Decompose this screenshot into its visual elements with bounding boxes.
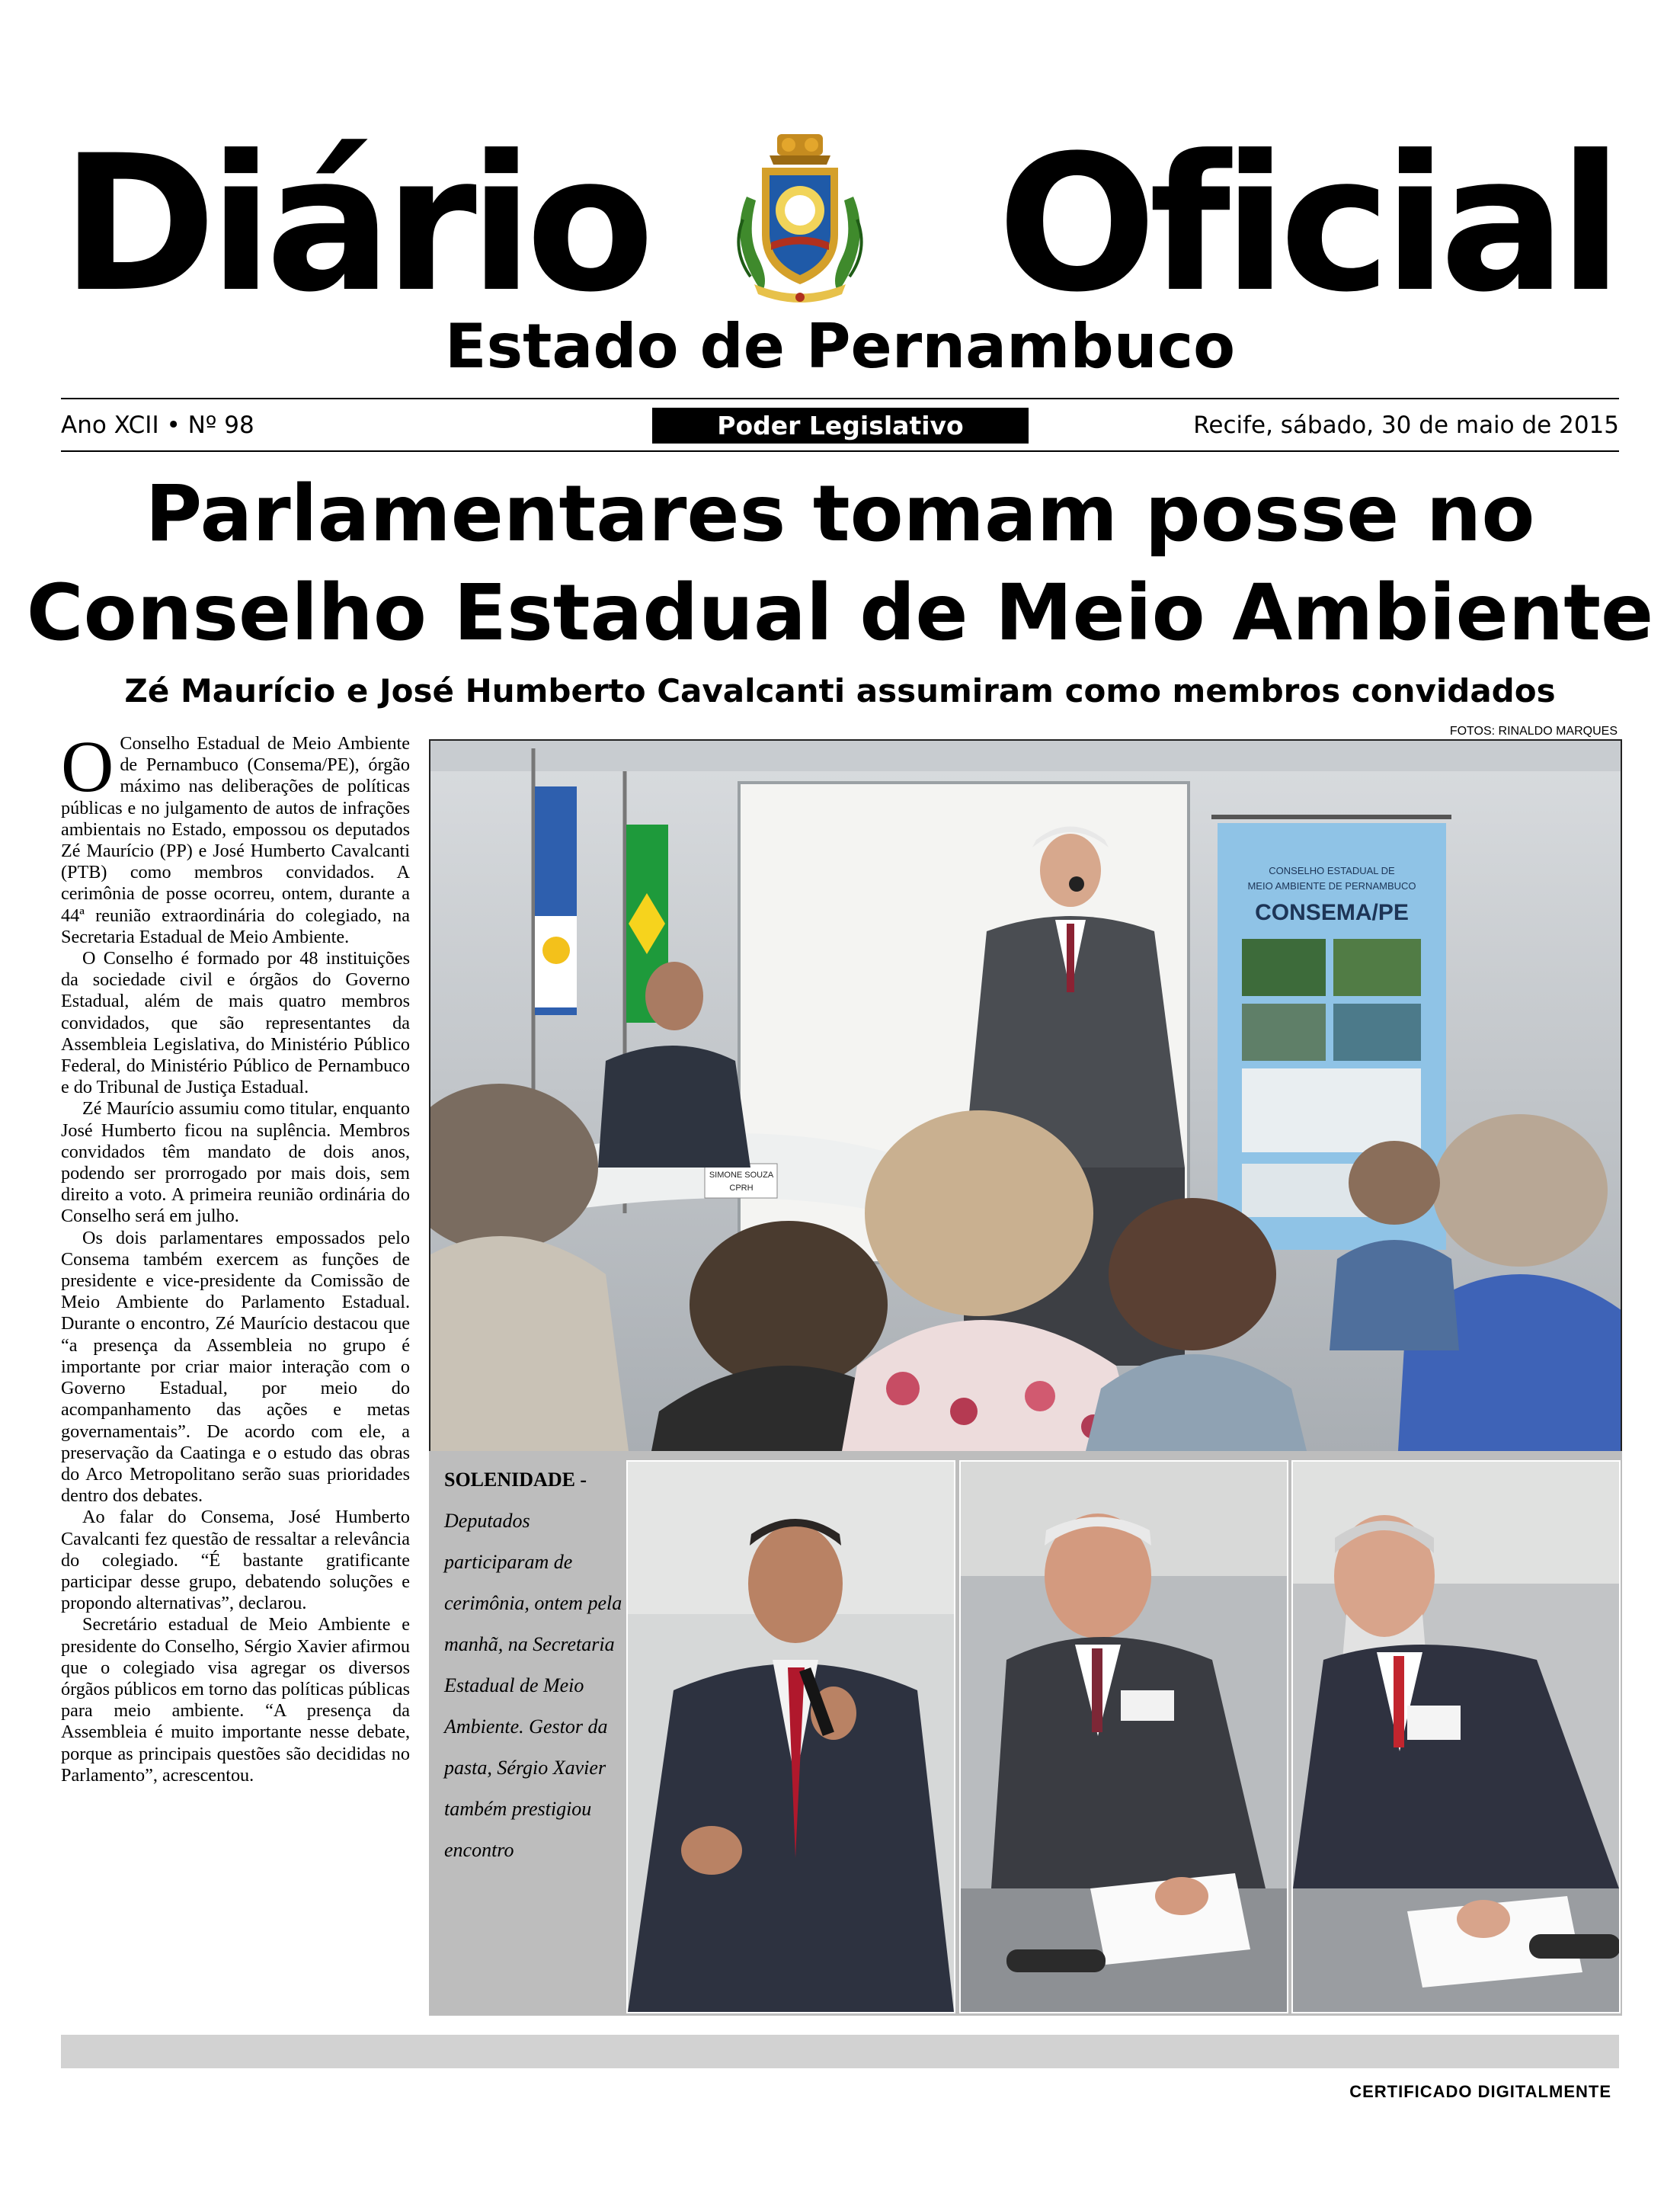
svg-text:CPRH: CPRH <box>729 1184 754 1193</box>
article-paragraph: O Conselho é formado por 48 instituições da sociedade civil e órgãos do Governo Estadual, além de mais quatro membros convidados, que são representantes da Assembleia Legislativa, do Ministério Público Federal, do Ministério Público de Pernambuco e do Tribunal de Justiça Estadual. <box>61 948 410 1098</box>
article-paragraph: Zé Maurício assumiu como titular, enquanto José Humberto ficou na suplência. Membros convidados têm mandato de dois anos, podendo ser prorrogado por mais dois, sem direito a voto. A primeira reunião ordinária do Conselho será em julho. <box>61 1098 410 1227</box>
caption-text: Deputados participaram de cerimônia, ontem pela manhã, na Secretaria Estadual de Meio Ambiente. Gestor da pasta, Sérgio Xavier também prestigiou encontro <box>444 1510 622 1861</box>
article-paragraph: Secretário estadual de Meio Ambiente e presidente do Conselho, Sérgio Xavier afirmou que o colegiado visa agregar os diversos órgãos públicos em torno das políticas públicas para meio ambiente. “A presença da Assembleia é muito importante nesse debate, porque as principais questões são decididas no Parlamento”, acrescentou. <box>61 1614 410 1786</box>
bottom-rule <box>61 450 1619 452</box>
photo-caption <box>444 1459 627 1871</box>
photo-speaker-microphone <box>626 1460 955 2013</box>
nameplate <box>705 1164 777 1198</box>
footer-bar <box>61 2035 1619 2068</box>
publication-date: Recife, sábado, 30 de maio de 2015 <box>1193 412 1619 439</box>
photo-deputy-signing <box>959 1460 1288 2013</box>
photo-deputy-signing-2 <box>1291 1460 1621 2013</box>
article-paragraph: Os dois parlamentares empossados pelo Consema também exercem as funções de presidente e vice-presidente da Comissão de Meio Ambiente do Parlamento Estadual. Durante o encontro, Zé Maurício destacou que “a presença da Assembleia no grupo é importante por criar maior interação com o Governo Estadual, por meio do acompanhamento das ações e metas governamentais”. De acordo com ele, a preservação da Caatinga e o estudo das obras do Arco Metropolitano serão suas prioridades dentro dos debates. <box>61 1227 410 1507</box>
svg-text:CONSEMA/PE: CONSEMA/PE <box>1255 900 1409 925</box>
svg-text:MEIO AMBIENTE DE PERNAMBUCO: MEIO AMBIENTE DE PERNAMBUCO <box>1247 880 1416 892</box>
masthead-title-right: Oficial <box>997 116 1615 334</box>
top-rule <box>61 398 1619 399</box>
masthead-subtitle: Estado de Pernambuco <box>444 311 1236 382</box>
edition-number: Ano XCII • Nº 98 <box>61 412 254 439</box>
headline-line-1: Parlamentares tomam posse no <box>145 469 1535 559</box>
photo-credit: FOTOS: RINALDO MARQUES <box>1449 725 1618 738</box>
article-paragraph: Ao falar do Consema, José Humberto Cavalcanti fez questão de ressaltar a relevância do colegiado. “É bastante gratificante participar desse grupo, debatendo soluções e propondo alternativas”, declarou. <box>61 1507 410 1614</box>
pernambuco-coat-of-arms-icon <box>724 128 876 303</box>
headline-line-2: Conselho Estadual de Meio Ambiente <box>26 568 1654 658</box>
masthead-title-left: Diário <box>61 116 648 334</box>
caption-title: SOLENIDADE - <box>444 1469 587 1491</box>
svg-text:CONSELHO ESTADUAL DE: CONSELHO ESTADUAL DE <box>1269 865 1395 876</box>
drop-cap: O <box>61 726 114 807</box>
main-photo <box>429 739 1622 1453</box>
svg-text:SIMONE SOUZA: SIMONE SOUZA <box>709 1171 774 1180</box>
digital-certificate-label: CERTIFICADO DIGITALMENTE <box>1349 2082 1611 2101</box>
article-body <box>61 726 410 1786</box>
article-paragraph: O Conselho Estadual de Meio Ambiente de Pernambuco (Consema/PE), órgão máximo nas deliberações de políticas públicas e no julgamento de autos de infrações ambientais no Estado, empossou os deputados Zé Maurício (PP) e José Humberto Cavalcanti (PTB) como membros convidados. A cerimônia de posse ocorreu, ontem, durante a 44ª reunião extraordinária do colegiado, na Secretaria Estadual de Meio Ambiente. <box>61 726 410 947</box>
section-label: Poder Legislativo <box>652 408 1029 444</box>
article-deck: Zé Maurício e José Humberto Cavalcanti assumiram como membros convidados <box>124 672 1556 710</box>
